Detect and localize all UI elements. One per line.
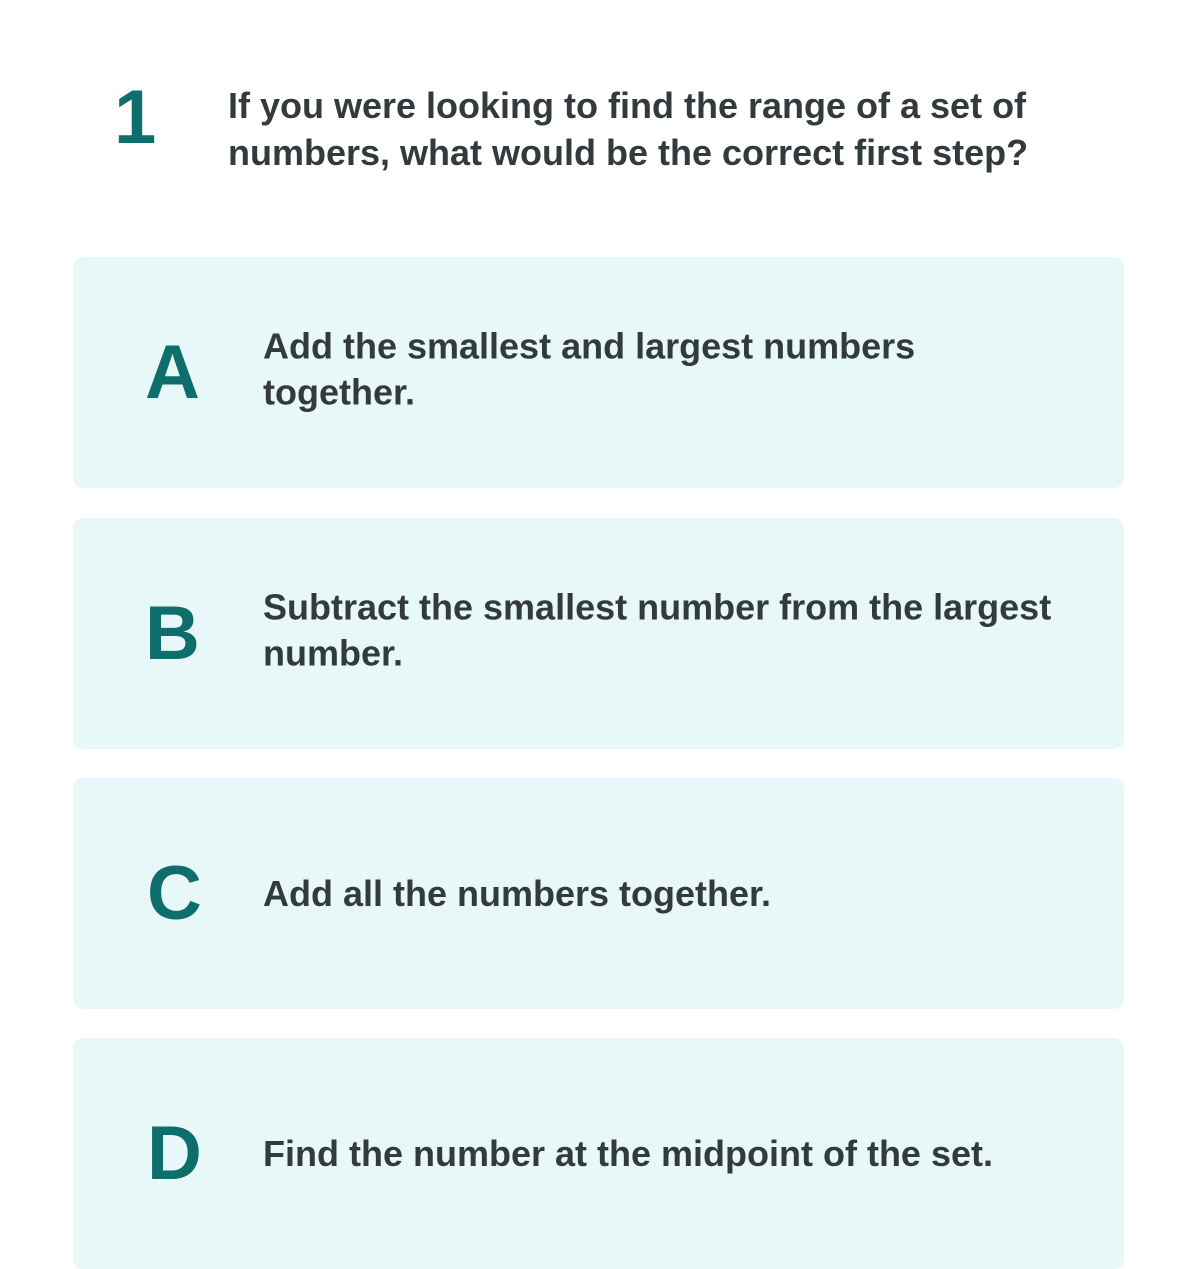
option-letter: B bbox=[145, 590, 200, 676]
answer-option-d[interactable] bbox=[73, 1038, 1124, 1269]
question-text: If you were looking to find the range of a set of numbers, what would be the correct first step? bbox=[228, 85, 1029, 173]
answer-option-c[interactable] bbox=[73, 778, 1124, 1009]
option-text: Add all the numbers together. bbox=[263, 872, 772, 914]
option-letter: D bbox=[147, 1110, 202, 1196]
option-text: Subtract the smallest number from the largest number. bbox=[263, 585, 1052, 673]
question-header bbox=[0, 0, 1198, 220]
answer-option-a[interactable] bbox=[73, 257, 1124, 488]
option-text: Find the number at the midpoint of the set. bbox=[263, 1132, 993, 1174]
question-number: 1 bbox=[114, 75, 157, 160]
option-letter: A bbox=[145, 329, 200, 415]
option-letter: C bbox=[147, 850, 202, 936]
answer-option-b[interactable] bbox=[73, 518, 1124, 749]
option-text: Add the smallest and largest numbers together. bbox=[263, 324, 916, 412]
